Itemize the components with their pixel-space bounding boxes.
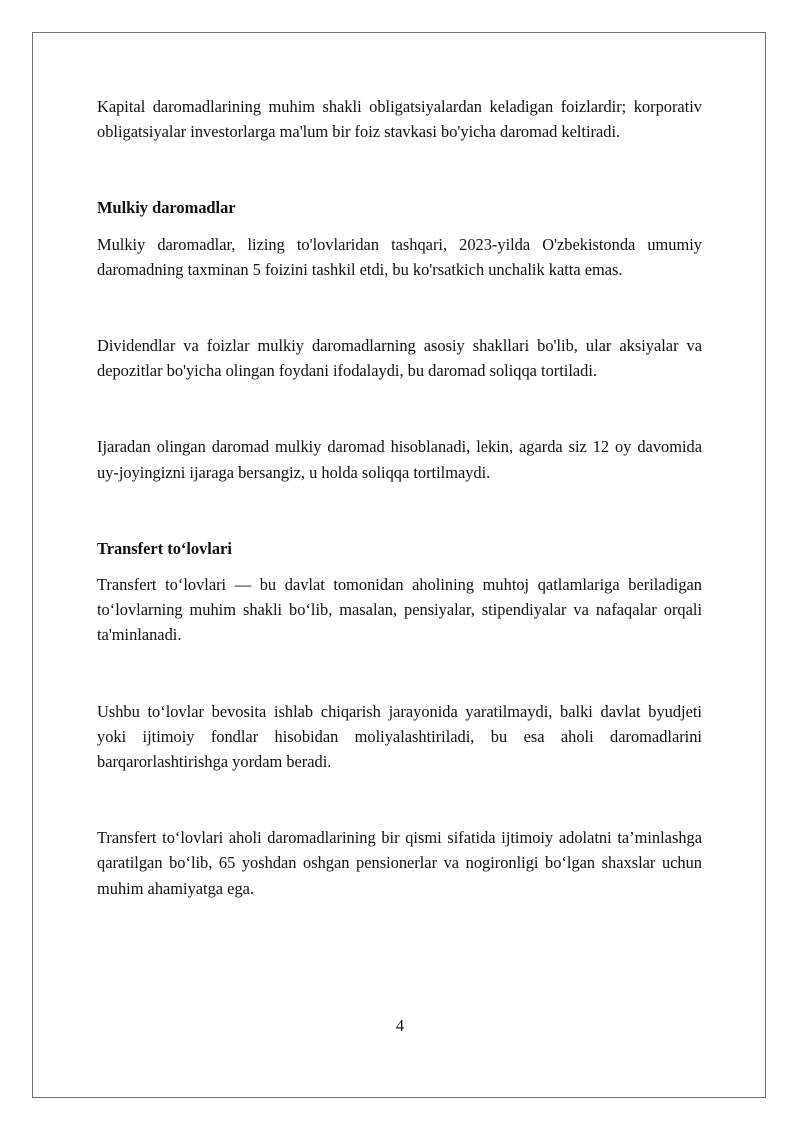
- document-body: [97, 94, 702, 901]
- paragraph-dividends-interest: Dividendlar va foizlar mulkiy daromadlarning asosiy shakllari bo'lib, ular aksiyalar va depozitlar bo'yicha olingan foydani ifodalaydi, bu daromad soliqqa tortiladi.: [97, 336, 702, 381]
- heading-transfer-payments: Transfert to‘lovlari: [97, 538, 232, 558]
- paragraph-transfer-funding: Ushbu to‘lovlar bevosita ishlab chiqarish jarayonida yaratilmaydi, balki davlat byudjeti yoki ijtimoiy fondlar hisobidan moliyalashtiriladi, bu esa aholi daromadlarini barqarorlashtirishga yordam beradi.: [97, 701, 702, 772]
- paragraph-property-income-share: Mulkiy daromadlar, lizing to'lovlaridan tashqari, 2023-yilda O'zbekistonda umumiy daromadning taxminan 5 foizini tashkil etdi, bu ko'rsatkich unchalik katta emas.: [97, 234, 702, 279]
- paragraph-capital-income: Kapital daromadlarining muhim shakli obligatsiyalardan keladigan foizlardir; korporativ obligatsiyalar investorlarga ma'lum bir foiz stavkasi bo'yicha daromad keltiradi.: [97, 97, 702, 142]
- paragraph-transfer-definition: Transfert to‘lovlari — bu davlat tomonidan aholining muhtoj qatlamlariga beriladigan to‘lovlarning muhim shakli bo‘lib, masalan, pensiyalar, stipendiyalar va nafaqalar orqali ta'minlanadi.: [97, 575, 702, 645]
- paragraph-transfer-social-justice: Transfert to‘lovlari aholi daromadlarining bir qismi sifatida ijtimoiy adolatni ta’minlashga qaratilgan bo‘lib, 65 yoshdan oshgan pensionerlar va nogironligi bo‘lgan shaxslar uchun muhim ahamiyatga ega.: [97, 828, 702, 898]
- heading-property-income: Mulkiy daromadlar: [97, 198, 236, 218]
- paragraph-rental-income: Ijaradan olingan daromad mulkiy daromad hisoblanadi, lekin, agarda siz 12 oy davomida uy-joyingizni ijaraga bersangiz, u holda soliqqa tortilmaydi.: [97, 437, 702, 482]
- page-number: 4: [395, 1016, 405, 1035]
